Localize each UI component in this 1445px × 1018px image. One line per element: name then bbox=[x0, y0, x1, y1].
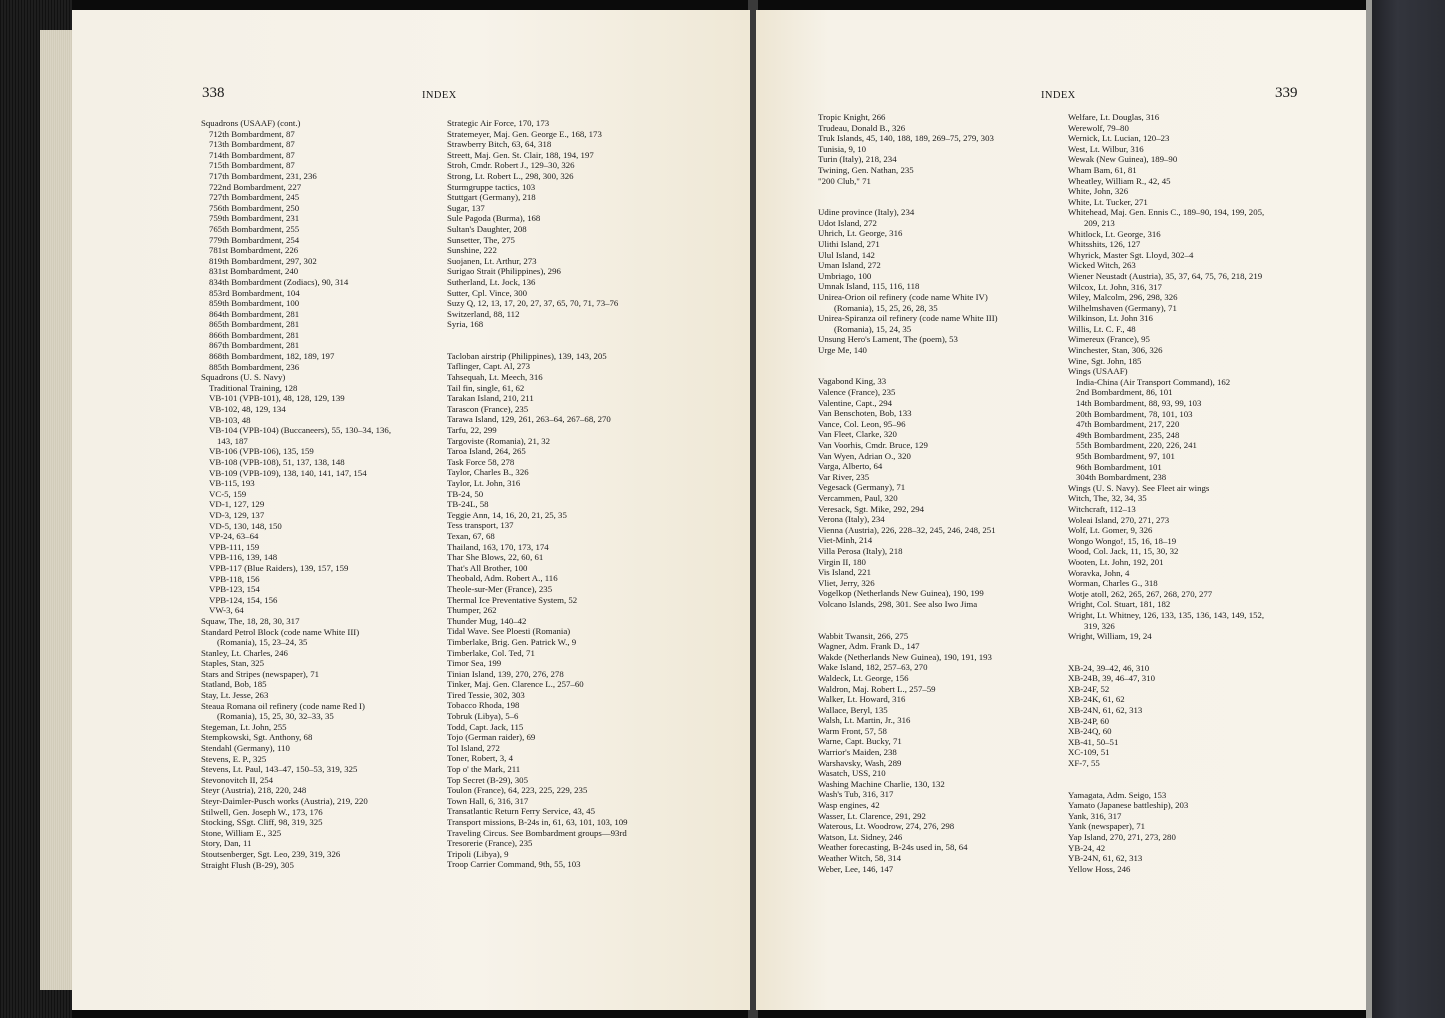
index-entry: Squadrons (U. S. Navy) bbox=[201, 372, 286, 383]
index-entry: 209, 213 bbox=[1084, 217, 1115, 228]
index-entry: 712th Bombardment, 87 bbox=[209, 128, 295, 139]
index-entry: YB-24N, 61, 62, 313 bbox=[1068, 853, 1143, 864]
index-entry: Tripoli (Libya), 9 bbox=[447, 848, 509, 859]
index-entry: Vance, Col. Leon, 95–96 bbox=[818, 418, 906, 429]
index-entry: Sultan's Daughter, 208 bbox=[447, 223, 527, 234]
index-entry: Wiley, Malcolm, 296, 298, 326 bbox=[1068, 292, 1178, 303]
index-entry: Wilkinson, Lt. John 316 bbox=[1068, 313, 1153, 324]
section-gap bbox=[1068, 769, 1264, 790]
index-column-1 bbox=[201, 118, 391, 870]
index-entry: Vliet, Jerry, 326 bbox=[818, 577, 875, 588]
index-entry: Stegeman, Lt. John, 255 bbox=[201, 721, 287, 732]
index-entry: Watson, Lt. Sidney, 246 bbox=[818, 831, 903, 842]
index-entry: VB-108 (VPB-108), 51, 137, 138, 148 bbox=[209, 457, 345, 467]
index-entry: Todd, Capt. Jack, 115 bbox=[447, 721, 524, 732]
index-entry: White, John, 326 bbox=[1068, 186, 1129, 197]
index-entry: Wernick, Lt. Lucian, 120–23 bbox=[1068, 133, 1170, 144]
index-entry: Tinian Island, 139, 270, 276, 278 bbox=[447, 668, 564, 679]
index-entry: Vegesack (Germany), 71 bbox=[818, 482, 906, 493]
index-entry: Top o' the Mark, 211 bbox=[447, 764, 521, 775]
index-entry: XC-109, 51 bbox=[1068, 747, 1110, 758]
index-column-2 bbox=[447, 118, 628, 870]
index-entry: Sule Pagoda (Burma), 168 bbox=[447, 213, 541, 224]
index-entry: Warrior's Maiden, 238 bbox=[818, 747, 897, 758]
index-entry: Taflinger, Capt. Al, 273 bbox=[447, 361, 531, 372]
index-entry: Tired Tessie, 302, 303 bbox=[447, 689, 525, 700]
index-entry: Sutherland, Lt. Jock, 136 bbox=[447, 276, 536, 287]
index-entry: XB-24B, 39, 46–47, 310 bbox=[1068, 673, 1155, 684]
index-entry: Stendahl (Germany), 110 bbox=[201, 743, 290, 754]
index-entry: Volcano Islands, 298, 301. See also Iwo Jima bbox=[818, 598, 978, 609]
index-entry: VW-3, 64 bbox=[209, 605, 244, 616]
index-entry: 834th Bombardment (Zodiacs), 90, 314 bbox=[209, 276, 349, 287]
index-entry: 866th Bombardment, 281 bbox=[209, 329, 300, 340]
index-entry: Trudeau, Donald B., 326 bbox=[818, 122, 906, 133]
index-entry: Syria, 168 bbox=[447, 319, 484, 330]
running-head-left: INDEX bbox=[422, 90, 457, 101]
index-entry: VC-5, 159 bbox=[209, 488, 247, 499]
index-entry: Switzerland, 88, 112 bbox=[447, 308, 520, 319]
index-entry: Wicked Witch, 263 bbox=[1068, 260, 1136, 271]
index-entry: VB-115, 193 bbox=[209, 478, 255, 489]
index-entry: Wilhelmshaven (Germany), 71 bbox=[1068, 302, 1177, 313]
index-entry: Sugar, 137 bbox=[447, 202, 485, 213]
index-entry: Tinker, Maj. Gen. Clarence L., 257–60 bbox=[447, 679, 584, 690]
index-entry: Turin (Italy), 218, 234 bbox=[818, 154, 897, 165]
index-entry: 96th Bombardment, 101 bbox=[1076, 461, 1162, 472]
index-entry: Yank (newspaper), 71 bbox=[1068, 821, 1146, 832]
index-entry: Werewolf, 79–80 bbox=[1068, 122, 1129, 133]
index-entry: Ulithi Island, 271 bbox=[818, 238, 880, 249]
index-entry: Suzy Q, 12, 13, 17, 20, 27, 37, 65, 70, 71, 73–76 bbox=[447, 298, 619, 309]
index-entry: 717th Bombardment, 231, 236 bbox=[209, 170, 317, 181]
index-entry: Stroh, Cmdr. Robert J., 129–30, 326 bbox=[447, 160, 575, 171]
index-entry: Walsh, Lt. Martin, Jr., 316 bbox=[818, 715, 911, 726]
index-entry: Truk Islands, 45, 140, 188, 189, 269–75, 279, 303 bbox=[818, 133, 994, 144]
index-entry: Verona (Italy), 234 bbox=[818, 514, 885, 525]
index-entry: 20th Bombardment, 78, 101, 103 bbox=[1076, 408, 1193, 419]
index-entry: Tacloban airstrip (Philippines), 139, 143, 205 bbox=[447, 350, 607, 361]
index-entry: Strategic Air Force, 170, 173 bbox=[447, 118, 550, 128]
index-entry: Ulul Island, 142 bbox=[818, 249, 875, 260]
section-gap bbox=[818, 355, 998, 376]
section-gap bbox=[447, 330, 628, 351]
index-entry: 868th Bombardment, 182, 189, 197 bbox=[209, 351, 335, 362]
index-entry: Strawberry Bitch, 63, 64, 318 bbox=[447, 139, 552, 150]
running-head-right: INDEX bbox=[1041, 90, 1076, 101]
index-entry: Tarfu, 22, 299 bbox=[447, 425, 497, 436]
index-entry: Strong, Lt. Robert L., 298, 300, 326 bbox=[447, 170, 574, 181]
index-entry: Stratemeyer, Maj. Gen. George E., 168, 173 bbox=[447, 128, 602, 139]
index-entry: 853rd Bombardment, 104 bbox=[209, 287, 300, 298]
index-entry: Targoviste (Romania), 21, 32 bbox=[447, 435, 551, 446]
index-entry: Wake Island, 182, 257–63, 270 bbox=[818, 662, 928, 673]
index-entry: 859th Bombardment, 100 bbox=[209, 298, 300, 309]
index-entry: 867th Bombardment, 281 bbox=[209, 340, 300, 351]
index-entry: Tahsequah, Lt. Meech, 316 bbox=[447, 372, 543, 383]
index-entry: Wright, Col. Stuart, 181, 182 bbox=[1068, 599, 1171, 610]
index-entry: Uhrich, Lt. George, 316 bbox=[818, 228, 903, 239]
index-entry: Staples, Stan, 325 bbox=[201, 658, 265, 669]
index-entry: 831st Bombardment, 240 bbox=[209, 266, 299, 277]
index-entry: Vienna (Austria), 226, 228–32, 245, 246, 248, 251 bbox=[818, 524, 996, 535]
index-entry: Wasp engines, 42 bbox=[818, 800, 880, 811]
index-entry: Urge Me, 140 bbox=[818, 344, 867, 355]
index-entry: Wash's Tub, 316, 317 bbox=[818, 789, 894, 800]
index-entry: Story, Dan, 11 bbox=[201, 838, 252, 849]
index-entry: Uman Island, 272 bbox=[818, 260, 881, 271]
index-entry: Stoutsenberger, Sgt. Leo, 239, 319, 326 bbox=[201, 848, 341, 859]
index-entry: Steyr-Daimler-Pusch works (Austria), 219, 220 bbox=[201, 796, 368, 806]
index-entry: Wine, Sgt. John, 185 bbox=[1068, 355, 1142, 366]
index-entry: Winchester, Stan, 306, 326 bbox=[1068, 345, 1163, 356]
index-entry: Stevonovitch II, 254 bbox=[201, 774, 274, 785]
index-entry: VD-5, 130, 148, 150 bbox=[209, 520, 282, 531]
index-entry: Traditional Training, 128 bbox=[209, 382, 298, 393]
index-entry: Waldron, Maj. Robert L., 257–59 bbox=[818, 683, 936, 694]
index-entry: 14th Bombardment, 88, 93, 99, 103 bbox=[1076, 398, 1202, 409]
index-entry: Thailand, 163, 170, 173, 174 bbox=[447, 541, 549, 552]
index-entry: Squadrons (USAAF) (cont.) bbox=[201, 118, 301, 128]
index-entry: Whitehead, Maj. Gen. Ennis C., 189–90, 194, 199, 205, bbox=[1068, 207, 1265, 218]
index-entry: Waldeck, Lt. George, 156 bbox=[818, 672, 909, 683]
index-entry: Transatlantic Return Ferry Service, 43, 45 bbox=[447, 806, 595, 817]
index-entry: YB-24, 42 bbox=[1068, 842, 1106, 853]
index-entry: VB-104 (VPB-104) (Buccaneers), 55, 130–34, 136, bbox=[209, 425, 392, 436]
index-entry: 819th Bombardment, 297, 302 bbox=[209, 255, 317, 266]
index-entry: Yamato (Japanese battleship), 203 bbox=[1068, 800, 1189, 811]
index-entry: VB-106 (VPB-106), 135, 159 bbox=[209, 446, 314, 457]
index-entry: Task Force 58, 278 bbox=[447, 456, 515, 467]
index-entry: Witchcraft, 112–13 bbox=[1068, 503, 1136, 514]
book-cover-edge bbox=[1366, 0, 1445, 1018]
index-entry: Stuttgart (Germany), 218 bbox=[447, 192, 536, 203]
index-entry: (Romania), 15, 24, 35 bbox=[834, 323, 912, 334]
index-entry: Virgin II, 180 bbox=[818, 556, 866, 567]
index-entry: Van Voorhis, Cmdr. Bruce, 129 bbox=[818, 440, 928, 451]
index-entry: Top Secret (B-29), 305 bbox=[447, 774, 528, 785]
index-entry: Timberlake, Col. Ted, 71 bbox=[447, 647, 535, 658]
index-column-3 bbox=[818, 112, 998, 874]
index-entry: VPB-118, 156 bbox=[209, 573, 260, 584]
index-entry: 143, 187 bbox=[217, 435, 248, 446]
index-entry: XB-41, 50–51 bbox=[1068, 736, 1119, 747]
index-entry: Wooten, Lt. John, 192, 201 bbox=[1068, 556, 1164, 567]
index-entry: Worman, Charles G., 318 bbox=[1068, 578, 1158, 589]
index-entry: 2nd Bombardment, 86, 101 bbox=[1076, 387, 1173, 398]
index-entry: 715th Bombardment, 87 bbox=[209, 160, 295, 171]
index-entry: XB-24, 39–42, 46, 310 bbox=[1068, 662, 1150, 673]
index-entry: Warne, Capt. Bucky, 71 bbox=[818, 736, 902, 747]
index-entry: Steyr (Austria), 218, 220, 248 bbox=[201, 785, 307, 796]
index-entry: 759th Bombardment, 231 bbox=[209, 213, 300, 224]
index-entry: Straight Flush (B-29), 305 bbox=[201, 859, 294, 870]
index-entry: Umbriago, 100 bbox=[818, 270, 872, 281]
index-entry: (Romania), 15, 25, 30, 32–33, 35 bbox=[217, 711, 334, 722]
index-entry: Wolf, Lt. Gomer, 9, 326 bbox=[1068, 525, 1153, 536]
index-entry: 95th Bombardment, 97, 101 bbox=[1076, 451, 1175, 461]
index-entry: Welfare, Lt. Douglas, 316 bbox=[1068, 112, 1160, 122]
index-entry: Van Wyen, Adrian O., 320 bbox=[818, 450, 911, 461]
index-entry: XB-24P, 60 bbox=[1068, 715, 1110, 726]
index-entry: 756th Bombardment, 250 bbox=[209, 202, 300, 213]
index-entry: Veresack, Sgt. Mike, 292, 294 bbox=[818, 503, 925, 514]
index-entry: XB-24Q, 60 bbox=[1068, 726, 1112, 737]
index-entry: Tunisia, 9, 10 bbox=[818, 143, 867, 154]
index-entry: (Romania), 15, 23–24, 35 bbox=[217, 637, 308, 648]
index-entry: Walker, Lt. Howard, 316 bbox=[818, 694, 906, 705]
index-entry: VPB-123, 154 bbox=[209, 584, 260, 595]
index-entry: Yap Island, 270, 271, 273, 280 bbox=[1068, 832, 1176, 842]
index-entry: White, Lt. Tucker, 271 bbox=[1068, 196, 1148, 207]
index-entry: Varga, Alberto, 64 bbox=[818, 461, 883, 472]
index-entry: Texan, 67, 68 bbox=[447, 530, 495, 541]
index-entry: Weather forecasting, B-24s used in, 58, 64 bbox=[818, 842, 968, 853]
index-entry: Wagner, Adm. Frank D., 147 bbox=[818, 641, 920, 652]
index-entry: Yamagata, Adm. Seigo, 153 bbox=[1068, 789, 1167, 800]
index-entry: Whitsshits, 126, 127 bbox=[1068, 239, 1141, 250]
index-entry: Var River, 235 bbox=[818, 471, 870, 482]
index-entry: Wilcox, Lt. John, 316, 317 bbox=[1068, 281, 1162, 292]
index-entry: Stempkowski, Sgt. Anthony, 68 bbox=[201, 732, 313, 743]
index-entry: Whyrick, Master Sgt. Lloyd, 302–4 bbox=[1068, 249, 1194, 260]
index-entry: Viet-Minh, 214 bbox=[818, 535, 873, 546]
index-entry: Tarascon (France), 235 bbox=[447, 403, 529, 414]
index-entry: Wood, Col. Jack, 11, 15, 30, 32 bbox=[1068, 546, 1179, 557]
index-entry: Stocking, SSgt. Cliff, 98, 319, 325 bbox=[201, 817, 323, 828]
index-entry: Toner, Robert, 3, 4 bbox=[447, 753, 513, 764]
index-entry: Wham Bam, 61, 81 bbox=[1068, 164, 1137, 175]
index-entry: Tail fin, single, 61, 62 bbox=[447, 382, 525, 393]
index-entry: 47th Bombardment, 217, 220 bbox=[1076, 419, 1180, 430]
index-entry: Sturmgruppe tactics, 103 bbox=[447, 181, 536, 192]
index-entry: Tarawa Island, 129, 261, 263–64, 267–68, 270 bbox=[447, 414, 611, 425]
index-entry: Yellow Hoss, 246 bbox=[1068, 863, 1131, 874]
index-entry: Valence (France), 235 bbox=[818, 387, 896, 398]
index-entry: Umnak Island, 115, 116, 118 bbox=[818, 281, 920, 292]
index-entry: Stars and Stripes (newspaper), 71 bbox=[201, 668, 319, 679]
index-entry: XF-7, 55 bbox=[1068, 758, 1100, 769]
index-entry: Stevens, E. P., 325 bbox=[201, 753, 267, 764]
index-entry: Stone, William E., 325 bbox=[201, 827, 282, 838]
index-entry: West, Lt. Wilbur, 316 bbox=[1068, 143, 1144, 154]
index-entry: Woravka, John, 4 bbox=[1068, 567, 1130, 578]
index-entry: Warm Front, 57, 58 bbox=[818, 725, 887, 736]
index-entry: Udine province (Italy), 234 bbox=[818, 207, 915, 218]
index-entry: XB-24F, 52 bbox=[1068, 683, 1110, 694]
section-gap bbox=[818, 610, 998, 631]
index-entry: VPB-117 (Blue Raiders), 139, 157, 159 bbox=[209, 562, 349, 573]
index-entry: Steaua Romana oil refinery (code name Red I) bbox=[201, 700, 365, 711]
index-entry: XB-24K, 61, 62 bbox=[1068, 694, 1125, 705]
index-entry: Tess transport, 137 bbox=[447, 520, 514, 531]
index-entry: Standard Petrol Block (code name White III) bbox=[201, 626, 360, 637]
index-entry: 304th Bombardment, 238 bbox=[1076, 472, 1167, 483]
index-entry: Timberlake, Brig. Gen. Patrick W., 9 bbox=[447, 636, 577, 647]
index-entry: 885th Bombardment, 236 bbox=[209, 361, 300, 372]
index-entry: Villa Perosa (Italy), 218 bbox=[818, 545, 903, 556]
index-entry: Toulon (France), 64, 223, 225, 229, 235 bbox=[447, 785, 588, 796]
index-entry: Wheatley, William R., 42, 45 bbox=[1068, 175, 1171, 186]
index-entry: Wimereux (France), 95 bbox=[1068, 334, 1150, 345]
index-entry: 865th Bombardment, 281 bbox=[209, 319, 300, 330]
index-entry: Wright, Lt. Whitney, 126, 133, 135, 136, 143, 149, 152, bbox=[1068, 609, 1265, 620]
index-entry: Tobacco Rhoda, 198 bbox=[447, 700, 520, 711]
index-entry: Vagabond King, 33 bbox=[818, 376, 887, 387]
index-entry: VD-1, 127, 129 bbox=[209, 499, 265, 510]
index-entry: Teggie Ann, 14, 16, 20, 21, 25, 35 bbox=[447, 509, 567, 520]
index-entry: TB-24L, 58 bbox=[447, 499, 489, 510]
index-entry: VP-24, 63–64 bbox=[209, 531, 259, 542]
index-entry: India-China (Air Transport Command), 162 bbox=[1076, 376, 1231, 387]
page-number-left: 338 bbox=[202, 85, 225, 101]
index-entry: VB-101 (VPB-101), 48, 128, 129, 139 bbox=[209, 393, 345, 404]
index-entry: Squaw, The, 18, 28, 30, 317 bbox=[201, 615, 300, 626]
index-entry: Wakde (Netherlands New Guinea), 190, 191, 193 bbox=[818, 651, 992, 662]
index-entry: Warshavsky, Wash, 289 bbox=[818, 757, 902, 768]
index-entry: Whitlock, Lt. George, 316 bbox=[1068, 228, 1161, 239]
index-entry: 55th Bombardment, 220, 226, 241 bbox=[1076, 440, 1197, 451]
index-entry: Wright, William, 19, 24 bbox=[1068, 631, 1152, 642]
index-entry: Van Fleet, Clarke, 320 bbox=[818, 429, 897, 440]
index-entry: Surigao Strait (Philippines), 296 bbox=[447, 266, 561, 277]
index-entry: Wasser, Lt. Clarence, 291, 292 bbox=[818, 810, 926, 821]
index-entry: VB-109 (VPB-109), 138, 140, 141, 147, 154 bbox=[209, 467, 367, 478]
index-entry: Wallace, Beryl, 135 bbox=[818, 704, 888, 715]
index-entry: "200 Club," 71 bbox=[818, 175, 871, 186]
index-entry: Streett, Maj. Gen. St. Clair, 188, 194, 197 bbox=[447, 149, 594, 160]
right-page bbox=[756, 10, 1366, 1010]
index-entry: Thermal Ice Preventative System, 52 bbox=[447, 594, 578, 605]
index-entry: Unsung Hero's Lament, The (poem), 53 bbox=[818, 334, 958, 345]
index-entry: Yank, 316, 317 bbox=[1068, 810, 1122, 821]
index-entry: 49th Bombardment, 235, 248 bbox=[1076, 429, 1180, 440]
index-entry: Town Hall, 6, 316, 317 bbox=[447, 795, 529, 806]
index-entry: Timor Sea, 199 bbox=[447, 658, 502, 669]
book-page-edges bbox=[0, 0, 72, 1018]
index-entry: Taroa Island, 264, 265 bbox=[447, 446, 526, 457]
index-entry: TB-24, 50 bbox=[447, 488, 484, 499]
index-entry: Tidal Wave. See Ploesti (Romania) bbox=[447, 626, 571, 637]
index-entry: Vis Island, 221 bbox=[818, 567, 871, 578]
index-entry: Thunder Mug, 140–42 bbox=[447, 615, 527, 626]
index-entry: Wewak (New Guinea), 189–90 bbox=[1068, 154, 1178, 165]
index-entry: VB-102, 48, 129, 134 bbox=[209, 404, 286, 415]
index-entry: Stilwell, Gen. Joseph W., 173, 176 bbox=[201, 806, 323, 817]
index-entry: Stevens, Lt. Paul, 143–47, 150–53, 319, 325 bbox=[201, 764, 358, 775]
index-entry: Taylor, Charles B., 326 bbox=[447, 467, 529, 478]
index-entry: XB-24N, 61, 62, 313 bbox=[1068, 705, 1143, 716]
index-entry: Unirea-Orion oil refinery (code name White IV) bbox=[818, 291, 988, 302]
index-entry: Vogelkop (Netherlands New Guinea), 190, 199 bbox=[818, 588, 984, 599]
index-entry: Sutter, Cpl. Vince, 300 bbox=[447, 287, 528, 298]
index-entry: Tol Island, 272 bbox=[447, 742, 500, 753]
index-entry: Vercammen, Paul, 320 bbox=[818, 493, 898, 503]
index-entry: 765th Bombardment, 255 bbox=[209, 223, 300, 234]
index-entry: Valentine, Capt., 294 bbox=[818, 397, 893, 408]
left-page bbox=[72, 10, 750, 1010]
index-entry: Stanley, Lt. Charles, 246 bbox=[201, 647, 288, 658]
index-entry: Theole-sur-Mer (France), 235 bbox=[447, 583, 553, 594]
index-entry: Willis, Lt. C. F., 48 bbox=[1068, 323, 1136, 334]
index-entry: Tresorerie (France), 235 bbox=[447, 838, 533, 849]
index-entry: Waterous, Lt. Woodrow, 274, 276, 298 bbox=[818, 821, 955, 832]
index-entry: Tarakan Island, 210, 211 bbox=[447, 393, 534, 404]
index-entry: Twining, Gen. Nathan, 235 bbox=[818, 164, 914, 175]
index-entry: VB-103, 48 bbox=[209, 414, 251, 425]
index-entry: Stay, Lt. Jesse, 263 bbox=[201, 690, 269, 701]
index-entry: Woleai Island, 270, 271, 273 bbox=[1068, 514, 1170, 525]
index-entry: Thar She Blows, 22, 60, 61 bbox=[447, 552, 544, 563]
index-entry: Tobruk (Libya), 5–6 bbox=[447, 711, 519, 722]
index-entry: 727th Bombardment, 245 bbox=[209, 192, 300, 203]
section-gap bbox=[1068, 642, 1264, 663]
index-entry: Unirea-Spiranza oil refinery (code name White III) bbox=[818, 313, 998, 324]
index-entry: Wiener Neustadt (Austria), 35, 37, 64, 75, 76, 218, 219 bbox=[1068, 270, 1263, 281]
index-entry: Troop Carrier Command, 9th, 55, 103 bbox=[447, 859, 581, 870]
index-entry: Tropic Knight, 266 bbox=[818, 112, 886, 122]
index-entry: Wabbit Twansit, 266, 275 bbox=[818, 630, 909, 641]
index-entry: That's All Brother, 100 bbox=[447, 562, 528, 573]
index-entry: Wotje atoll, 262, 265, 267, 268, 270, 277 bbox=[1068, 588, 1213, 599]
index-entry: Wasatch, USS, 210 bbox=[818, 768, 886, 779]
index-entry: Weather Witch, 58, 314 bbox=[818, 853, 902, 863]
index-entry: Udot Island, 272 bbox=[818, 217, 877, 228]
index-entry: Transport missions, B-24s in, 61, 63, 101, 103, 109 bbox=[447, 817, 628, 827]
index-entry: Traveling Circus. See Bombardment groups—93rd bbox=[447, 827, 627, 838]
index-entry: Statland, Bob, 185 bbox=[201, 679, 267, 690]
index-entry: Sunshine, 222 bbox=[447, 245, 497, 256]
index-entry: Tojo (German raider), 69 bbox=[447, 732, 536, 743]
section-gap bbox=[818, 186, 998, 207]
index-entry: 864th Bombardment, 281 bbox=[209, 308, 300, 319]
index-entry: Washing Machine Charlie, 130, 132 bbox=[818, 778, 945, 789]
index-entry: Wongo Wongo!, 15, 16, 18–19 bbox=[1068, 535, 1177, 546]
index-entry: 714th Bombardment, 87 bbox=[209, 149, 295, 160]
index-entry: VD-3, 129, 137 bbox=[209, 509, 265, 520]
index-entry: VPB-116, 139, 148 bbox=[209, 552, 278, 563]
index-entry: 779th Bombardment, 254 bbox=[209, 234, 300, 245]
index-entry: 722nd Bombardment, 227 bbox=[209, 181, 302, 192]
index-entry: Wings (USAAF) bbox=[1068, 366, 1128, 377]
index-entry: 319, 326 bbox=[1084, 620, 1115, 631]
index-column-4 bbox=[1068, 112, 1264, 874]
index-entry: Van Benschoten, Bob, 133 bbox=[818, 408, 912, 419]
index-entry: Suojanen, Lt. Arthur, 273 bbox=[447, 255, 537, 266]
index-entry: (Romania), 15, 25, 26, 28, 35 bbox=[834, 302, 938, 313]
index-entry: Sunsetter, The, 275 bbox=[447, 234, 515, 245]
index-entry: Thumper, 262 bbox=[447, 605, 497, 616]
index-entry: Wings (U. S. Navy). See Fleet air wings bbox=[1068, 482, 1210, 493]
page-number-right: 339 bbox=[1275, 85, 1298, 101]
index-entry: Witch, The, 32, 34, 35 bbox=[1068, 493, 1147, 504]
index-entry: Theobald, Adm. Robert A., 116 bbox=[447, 573, 558, 584]
index-entry: VPB-124, 154, 156 bbox=[209, 594, 278, 605]
index-entry: 781st Bombardment, 226 bbox=[209, 245, 299, 256]
index-entry: Taylor, Lt. John, 316 bbox=[447, 478, 521, 488]
index-entry: VPB-111, 159 bbox=[209, 541, 260, 552]
index-entry: 713th Bombardment, 87 bbox=[209, 139, 295, 150]
index-entry: Weber, Lee, 146, 147 bbox=[818, 863, 894, 874]
